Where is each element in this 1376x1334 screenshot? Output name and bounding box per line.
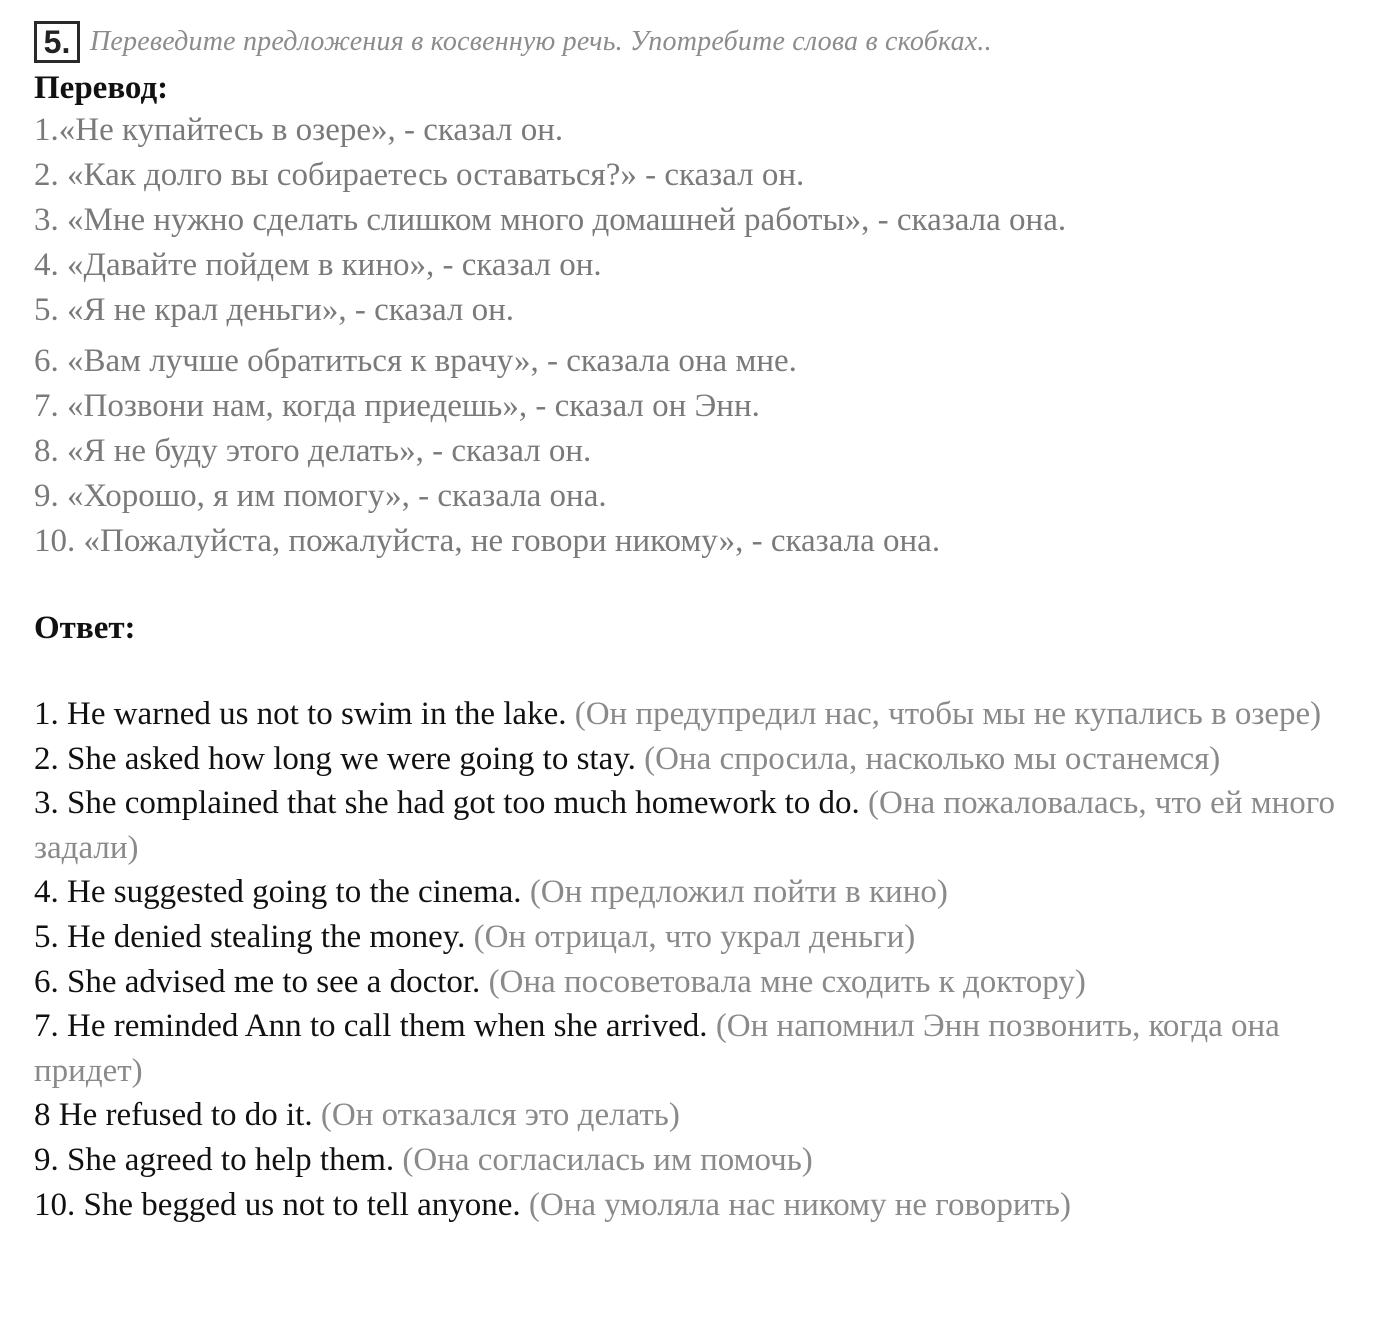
answer-item (34, 692, 1354, 737)
answer-english: 1. He warned us not to swim in the lake. (34, 696, 567, 732)
translation-list (34, 108, 1354, 564)
answer-section-title: Ответ: (34, 610, 136, 646)
answer-english: 7. He reminded Ann to call them when she arrived. (34, 1008, 708, 1045)
answer-russian-gloss: (Он предложил пойти в кино) (529, 874, 948, 911)
answer-english: 3. She complained that she had got too much homework to do. (34, 785, 860, 822)
answer-english: 8 He refused to do it. (34, 1097, 313, 1134)
answer-russian-gloss: (Он предупредил нас, чтобы мы не купались в озере) (574, 696, 1322, 732)
translation-item: 4. «Давайте пойдем в кино», - сказал он. (34, 247, 602, 283)
worksheet-page (34, 16, 1354, 1227)
answer-english: 5. He denied stealing the money. (34, 918, 466, 955)
answer-russian-gloss: (Он отказался это делать) (320, 1097, 680, 1134)
answer-item (34, 781, 1354, 870)
answer-russian-gloss: (Он отрицал, что украл деньги) (473, 918, 916, 955)
answer-russian-gloss: (Она умоляла нас никому не говорить) (528, 1186, 1071, 1223)
task-header (34, 16, 1354, 68)
translation-item: 10. «Пожалуйста, пожалуйста, не говори никому», - сказала она. (34, 523, 941, 559)
answer-english: 10. She begged us not to tell anyone. (34, 1186, 521, 1223)
translation-item: 1.«Не купайтесь в озере», - сказал он. (34, 112, 564, 148)
translation-item: 7. «Позвони нам, когда приедешь», - сказал он Энн. (34, 388, 760, 424)
answer-item (34, 870, 1354, 915)
answer-item (34, 1093, 1354, 1138)
answer-english: 4. He suggested going to the cinema. (34, 874, 522, 911)
translation-item: 8. «Я не буду этого делать», - сказал он. (34, 433, 592, 469)
answer-item (34, 960, 1354, 1005)
answer-item (34, 1138, 1354, 1183)
translation-item: 5. «Я не крал деньги», - сказал он. (34, 292, 515, 328)
answer-english: 6. She advised me to see a doctor. (34, 963, 481, 1000)
answer-item (34, 1183, 1354, 1228)
translation-item: 3. «Мне нужно сделать слишком много домашней работы», - сказала она. (34, 202, 1067, 238)
answer-item (34, 737, 1354, 782)
answer-russian-gloss: (Он напомнил Энн позвонить, когда она придет) (34, 1008, 1280, 1089)
answer-russian-gloss: (Она пожаловалась, что ей много задали) (34, 785, 1335, 866)
answer-english: 9. She agreed to help them. (34, 1141, 395, 1178)
answer-russian-gloss: (Она спросила, насколько мы останемся) (644, 740, 1221, 777)
answer-item (34, 915, 1354, 960)
answer-russian-gloss: (Она согласилась им помочь) (402, 1141, 813, 1178)
translation-item: 2. «Как долго вы собираетесь оставаться?» - сказал он. (34, 157, 805, 193)
task-instruction: Переведите предложения в косвенную речь. Употребите слова в скобках.. (90, 26, 992, 57)
answer-russian-gloss: (Она посоветовала мне сходить к доктору) (488, 963, 1086, 1000)
answer-item (34, 1004, 1354, 1093)
answer-english: 2. She asked how long we were going to stay. (34, 740, 636, 777)
task-number-badge: 5. (34, 21, 80, 63)
answer-list (34, 692, 1354, 1227)
translation-item: 6. «Вам лучше обратиться к врачу», - сказала она мне. (34, 343, 797, 379)
translation-section-title: Перевод: (34, 70, 169, 106)
translation-item: 9. «Хорошо, я им помогу», - сказала она. (34, 478, 607, 514)
